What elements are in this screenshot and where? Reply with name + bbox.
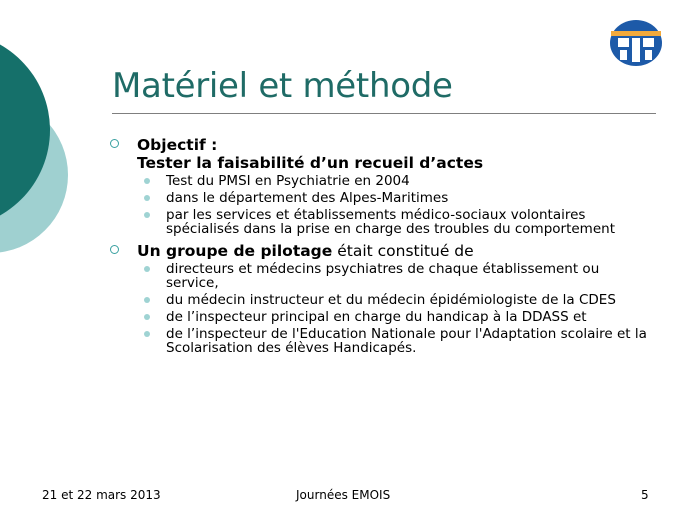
objectif-label: Objectif :: [137, 136, 218, 154]
dot-bullet-icon: [144, 331, 150, 337]
bullet-objectif: [110, 136, 650, 172]
dot-bullet-icon: [144, 195, 150, 201]
groupe-label-rest: était constitué de: [332, 242, 474, 260]
list-item-text: par les services et établissements médico-sociaux volontaires spécialisés dans la prise en charge des troubles du comportement: [166, 207, 615, 237]
footer-event: Journées EMOIS: [296, 488, 391, 502]
list-item-text: de l’inspecteur principal en charge du handicap à la DDASS et: [166, 309, 587, 325]
slide-content: [110, 136, 650, 358]
list-item-text: de l’inspecteur de l'Education Nationale pour l'Adaptation scolaire et la Scolarisation des élèves Handicapés.: [166, 326, 647, 356]
groupe-label: Un groupe de pilotage: [137, 242, 333, 260]
decorative-circles: [0, 0, 80, 280]
slide-title: Matériel et méthode: [112, 66, 453, 106]
dot-bullet-icon: [144, 314, 150, 320]
list-item: [110, 293, 650, 307]
hollow-bullet-icon: [110, 139, 119, 148]
list-item: [110, 191, 650, 205]
title-divider: [112, 113, 656, 114]
list-item: [110, 310, 650, 324]
list-item: [110, 174, 650, 188]
list-item: [110, 262, 650, 290]
list-item-text: du médecin instructeur et du médecin épidémiologiste de la CDES: [166, 292, 616, 308]
organization-logo-icon: [608, 18, 664, 68]
page-number: 5: [641, 488, 649, 502]
dot-bullet-icon: [144, 297, 150, 303]
hollow-bullet-icon: [110, 245, 119, 254]
dot-bullet-icon: [144, 266, 150, 272]
list-item: [110, 327, 650, 355]
list-item-text: dans le département des Alpes-Maritimes: [166, 190, 449, 206]
footer-date: 21 et 22 mars 2013: [42, 488, 161, 502]
list-item-text: Test du PMSI en Psychiatrie en 2004: [166, 173, 410, 189]
list-item: [110, 208, 650, 236]
list-item-text: directeurs et médecins psychiatres de chaque établissement ou service,: [166, 261, 600, 291]
bullet-groupe-pilotage: [110, 242, 650, 260]
dot-bullet-icon: [144, 178, 150, 184]
dot-bullet-icon: [144, 212, 150, 218]
objectif-text: Tester la faisabilité d’un recueil d’actes: [137, 154, 484, 172]
